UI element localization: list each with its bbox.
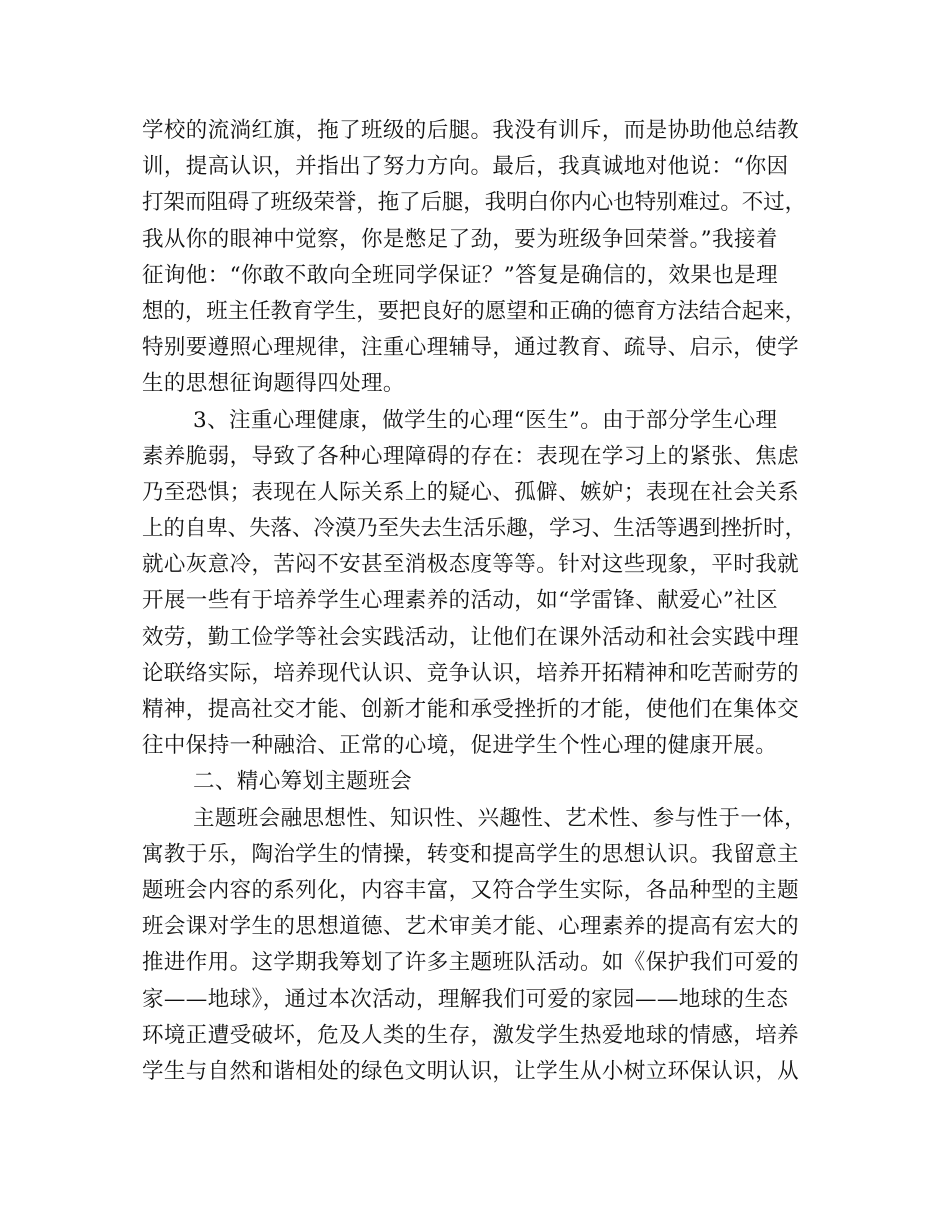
text-line-23: 班会课对学生的思想道德、艺术审美才能、心理素养的提高有宏大的 bbox=[142, 914, 800, 940]
text-line-18: 往中保持一种融洽、正常的心境，促进学生个性心理的健康开展。 bbox=[142, 733, 778, 759]
text-line-16: 论联络实际，培养现代认识、竞争认识，培养开拓精神和吃苦耐劳的 bbox=[142, 660, 800, 686]
text-line-15: 效劳，勤工俭学等社会实践活动，让他们在课外活动和社会实践中理 bbox=[142, 624, 800, 650]
text-line-17: 精神，提高社交才能、创新才能和承受挫折的才能，使他们在集体交 bbox=[142, 697, 800, 722]
paragraph-3-start: 3、注重心理健康，做学生的心理“医生”。由于部分学生心理 bbox=[193, 407, 778, 433]
text-line-26: 环境正遭受破坏，危及人类的生存，激发学生热爱地球的情感，培养 bbox=[142, 1022, 800, 1048]
text-line-1: 学校的流淌红旗，拖了班级的后腿。我没有训斥，而是协助他总结教 bbox=[142, 118, 800, 143]
text-line-4: 我从你的眼神中觉察，你是憋足了劲，要为班级争回荣誉。”我接着 bbox=[142, 226, 778, 252]
text-line-6: 想的，班主任教育学生，要把良好的愿望和正确的德育方法结合起来， bbox=[142, 298, 806, 324]
text-line-5: 征询他：“你敢不敢向全班同学保证？”答复是确信的，效果也是理 bbox=[142, 262, 778, 288]
body-text bbox=[142, 113, 806, 1090]
text-line-25: 家——地球》，通过本次活动，理解我们可爱的家园——地球的生态 bbox=[142, 986, 789, 1012]
text-line-21: 寓教于乐，陶治学生的情操，转变和提高学生的思想认识。我留意主 bbox=[142, 841, 800, 867]
text-line-8: 生的思想征询题得四处理。 bbox=[142, 371, 405, 397]
text-line-24: 推进作用。这学期我筹划了许多主题班队活动。如《保护我们可爱的 bbox=[142, 950, 800, 976]
text-line-11: 乃至恐惧；表现在人际关系上的疑心、孤僻、嫉妒；表现在社会关系 bbox=[142, 479, 800, 505]
text-line-7: 特别要遵照心理规律，注重心理辅导，通过教育、疏导、启示，使学 bbox=[142, 335, 800, 361]
text-line-10: 素养脆弱，导致了各种心理障碍的存在：表现在学习上的紧张、焦虑 bbox=[142, 443, 800, 469]
text-line-22: 题班会内容的系列化，内容丰富，又符合学生实际，各品种型的主题 bbox=[142, 877, 800, 903]
paragraph-theme-start: 主题班会融思想性、知识性、兴趣性、艺术性、参与性于一体， bbox=[193, 805, 806, 831]
text-line-2: 训，提高认识，并指出了努力方向。最后，我真诚地对他说：“你因 bbox=[142, 154, 789, 180]
section-heading: 二、精心筹划主题班会 bbox=[193, 769, 413, 795]
text-line-13: 就心灰意冷，苦闷不安甚至消极态度等等。针对这些现象，平时我就 bbox=[142, 552, 800, 578]
text-line-12: 上的自卑、失落、冷漠乃至失去生活乐趣，学习、生活等遇到挫折时， bbox=[142, 516, 806, 542]
text-line-27: 学生与自然和谐相处的绿色文明认识，让学生从小树立环保认识，从 bbox=[142, 1058, 800, 1084]
text-line-3: 打架而阻碍了班级荣誉，拖了后腿，我明白你内心也特别难过。不过， bbox=[142, 190, 806, 216]
text-line-14: 开展一些有于培养学生心理素养的活动，如“学雷锋、献爱心”社区 bbox=[142, 588, 778, 614]
